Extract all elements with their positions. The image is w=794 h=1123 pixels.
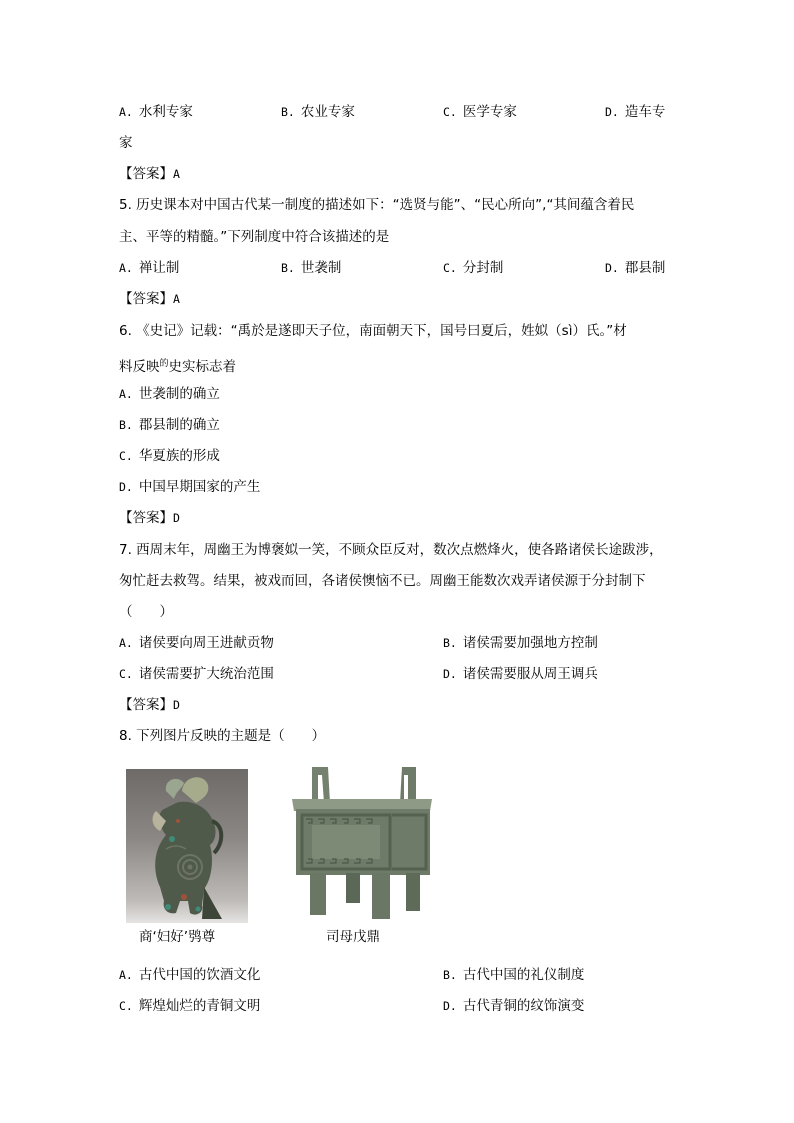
- option-letter: C.: [443, 105, 457, 119]
- figure-caption-owl-zun: 商‘妇好’鸮尊: [139, 929, 216, 945]
- option-text: 古代中国的饮酒文化: [138, 967, 261, 983]
- q6-stem-line2-a: 料反映: [119, 359, 160, 375]
- q5-stem-line1: 5. 历史课本对中国古代某一制度的描述如下：“选贤与能”、“民心所向”,“其间蕴含着民: [119, 197, 635, 213]
- q6-option-a: [119, 385, 220, 403]
- q4-option-b: [281, 103, 355, 121]
- q7-stem-line2: 匆忙赶去救驾。结果，被戏而回，各诸侯懊恼不已。周幽王能数次戏弄诸侯源于分封制下: [119, 573, 646, 589]
- answer-value: A: [173, 167, 180, 181]
- option-text: 造车专: [624, 104, 666, 120]
- q6-stem-superscript: 的: [159, 359, 169, 369]
- option-letter: A.: [119, 968, 133, 982]
- option-text: 世袭制: [300, 260, 342, 276]
- q8-option-d: [443, 997, 584, 1015]
- option-letter: B.: [281, 261, 295, 275]
- q5-stem-line2: 主、平等的精髓。”下列制度中符合该描述的是: [119, 229, 390, 245]
- q6-answer: [119, 509, 180, 527]
- q8-stem-line1: 8. 下列图片反映的主题是（ ）: [119, 728, 326, 744]
- option-letter: A.: [119, 261, 133, 275]
- option-letter: D.: [605, 261, 619, 275]
- option-text: 诸侯需要加强地方控制: [462, 635, 598, 651]
- option-text: 禅让制: [138, 260, 180, 276]
- option-letter: C.: [443, 261, 457, 275]
- q4-answer: [119, 165, 180, 183]
- option-text: 世袭制的确立: [138, 386, 220, 402]
- q4-option-d-wrap: 家: [119, 135, 133, 151]
- q6-option-b: [119, 416, 220, 434]
- option-letter: A.: [119, 387, 133, 401]
- q6-stem-line2-b: 史实标志着: [168, 359, 237, 375]
- q5-option-d: [605, 259, 665, 277]
- q5-option-a: [119, 259, 179, 277]
- option-text: 农业专家: [300, 104, 355, 120]
- option-text: 华夏族的形成: [138, 448, 220, 464]
- option-text: 辉煌灿烂的青铜文明: [138, 998, 261, 1014]
- answer-value: D: [173, 698, 180, 712]
- bronze-owl-zun-image: [126, 769, 248, 923]
- q8-option-b: [443, 966, 584, 984]
- option-letter: D.: [605, 105, 619, 119]
- option-letter: B.: [443, 968, 457, 982]
- answer-value: D: [173, 511, 180, 525]
- bronze-ding-image: [288, 763, 436, 923]
- q4-option-c: [443, 103, 517, 121]
- q7-stem-line1: 7. 西周末年，周幽王为博褒姒一笑，不顾众臣反对，数次点燃烽火，使各路诸侯长途跋涉，: [119, 542, 663, 558]
- option-text: 郡县制的确立: [138, 417, 220, 433]
- option-letter: B.: [119, 418, 133, 432]
- q5-option-c: [443, 259, 503, 277]
- q6-option-d: [119, 478, 260, 496]
- answer-label: 【答案】: [119, 166, 173, 182]
- owl-zun-illustration: [126, 769, 248, 923]
- q6-stem-line2: [119, 355, 236, 376]
- q7-option-d: [443, 665, 598, 683]
- q5-answer: [119, 290, 180, 308]
- figure-caption-ding: 司母戊鼎: [326, 929, 380, 945]
- q7-stem-blank: （ ）: [119, 604, 173, 620]
- q8-option-a: [119, 966, 260, 984]
- option-letter: C.: [119, 449, 133, 463]
- option-text: 古代青铜的纹饰演变: [462, 998, 585, 1014]
- q7-option-c: [119, 665, 274, 683]
- q8-option-c: [119, 997, 260, 1015]
- option-letter: B.: [443, 636, 457, 650]
- option-text: 水利专家: [138, 104, 193, 120]
- answer-label: 【答案】: [119, 697, 173, 713]
- option-letter: C.: [119, 667, 133, 681]
- option-text: 诸侯要向周王进献贡物: [138, 635, 274, 651]
- option-letter: D.: [443, 999, 457, 1013]
- option-text: 诸侯需要扩大统治范围: [138, 666, 274, 682]
- answer-value: A: [173, 292, 180, 306]
- q4-option-a: [119, 103, 193, 121]
- q7-answer: [119, 696, 180, 714]
- option-letter: D.: [119, 480, 133, 494]
- ding-illustration: [288, 763, 436, 923]
- answer-label: 【答案】: [119, 510, 173, 526]
- q5-option-b: [281, 259, 341, 277]
- option-text: 医学专家: [462, 104, 517, 120]
- option-letter: D.: [443, 667, 457, 681]
- q7-option-a: [119, 634, 274, 652]
- option-letter: B.: [281, 105, 295, 119]
- option-text: 古代中国的礼仪制度: [462, 967, 585, 983]
- option-letter: A.: [119, 105, 133, 119]
- option-text: 郡县制: [624, 260, 666, 276]
- q4-option-d: [605, 103, 665, 121]
- option-text: 中国早期国家的产生: [138, 479, 261, 495]
- answer-label: 【答案】: [119, 291, 173, 307]
- q6-stem-line1: 6. 《史记》记载：“禹於是遂即天子位，南面朝天下，国号曰夏后，姓姒（sì）氏。”材: [119, 323, 627, 339]
- option-text: 诸侯需要服从周王调兵: [462, 666, 598, 682]
- option-text: 分封制: [462, 260, 504, 276]
- q6-option-c: [119, 447, 220, 465]
- option-letter: A.: [119, 636, 133, 650]
- option-letter: C.: [119, 999, 133, 1013]
- q7-option-b: [443, 634, 598, 652]
